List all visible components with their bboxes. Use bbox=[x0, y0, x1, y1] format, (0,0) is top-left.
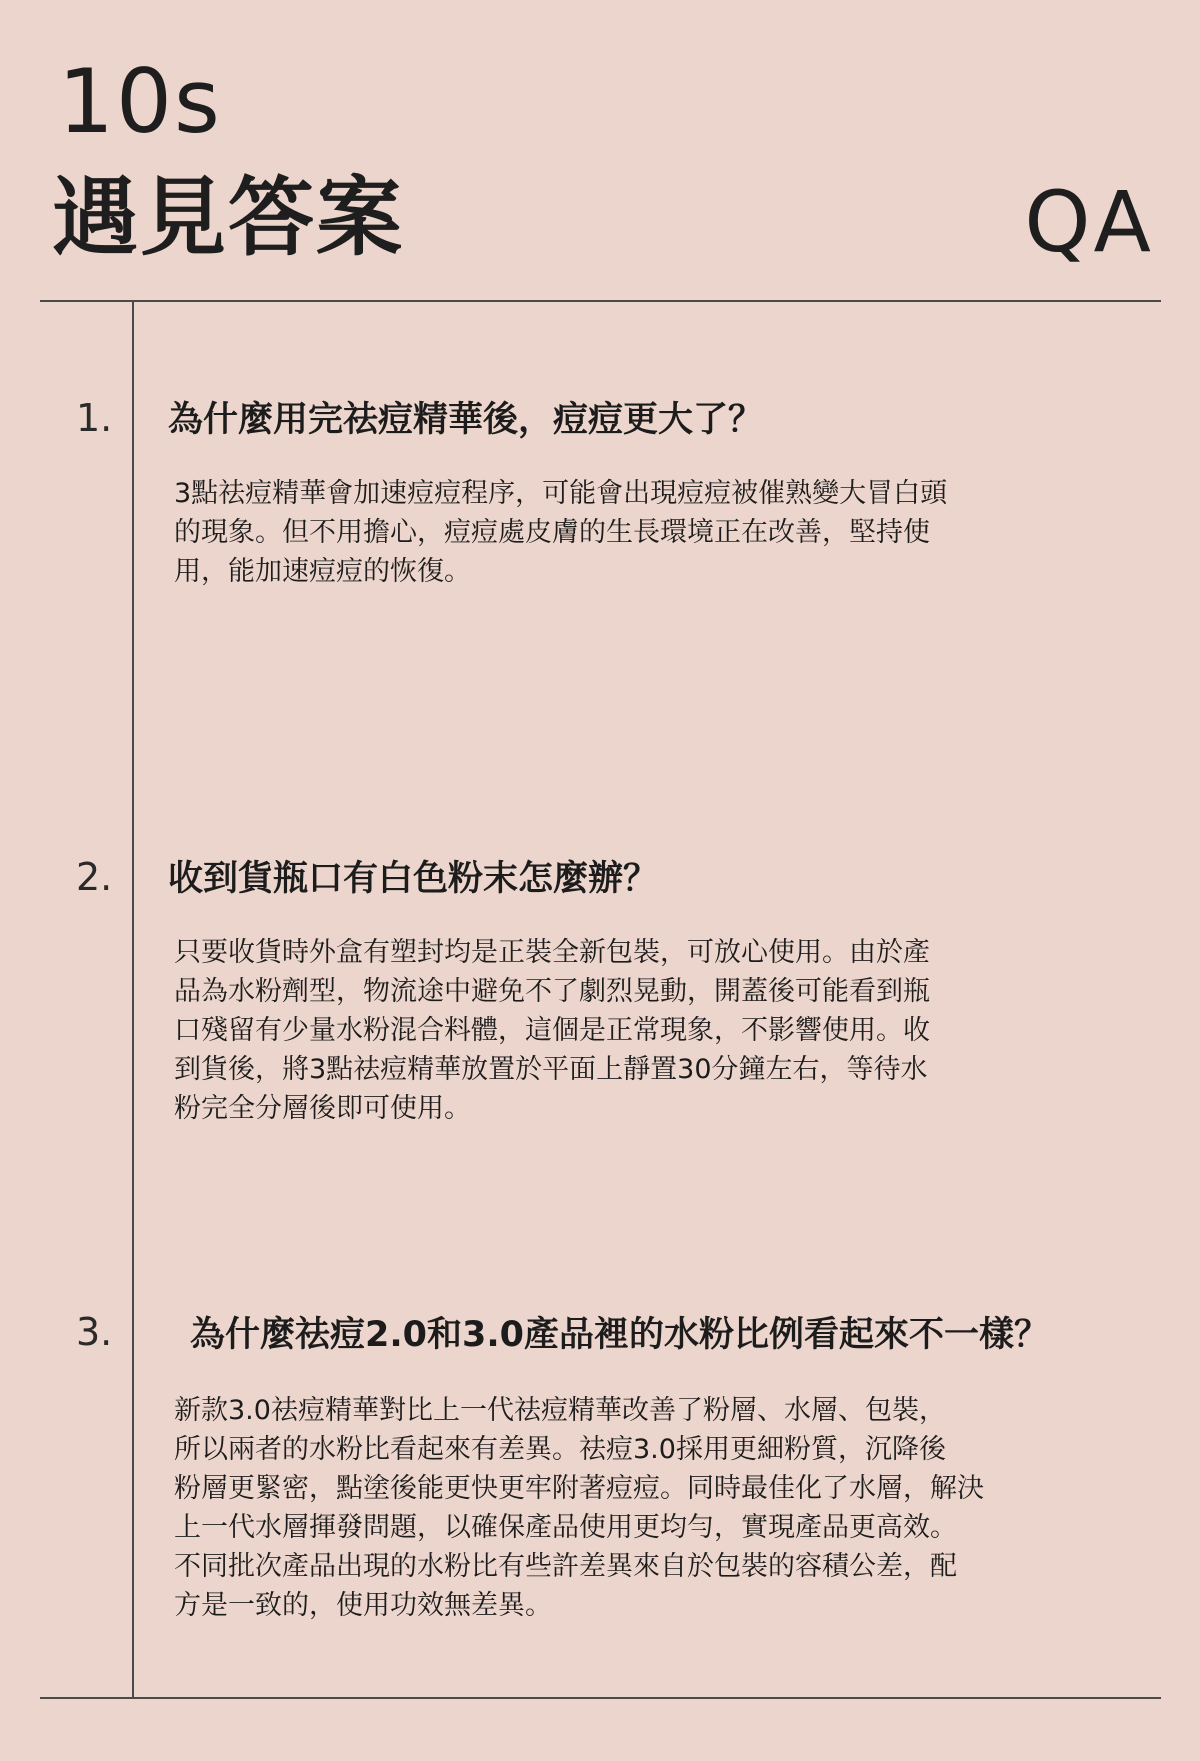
bottom-divider bbox=[40, 1697, 1161, 1699]
qa-number: 2. bbox=[76, 855, 113, 899]
answer-line: 所以兩者的水粉比看起來有差異。祛痘3.0採用更細粉質，沉降後 bbox=[174, 1434, 946, 1465]
top-divider bbox=[40, 300, 1161, 302]
answer-line: 口殘留有少量水粉混合料體，這個是正常現象，不影響使用。收 bbox=[174, 1015, 930, 1046]
answer-line: 到貨後，將3點祛痘精華放置於平面上靜置30分鐘左右，等待水 bbox=[174, 1054, 928, 1085]
answer-line: 方是一致的，使用功效無差異。 bbox=[174, 1590, 552, 1621]
qa-answer bbox=[174, 933, 1074, 1128]
answer-line: 粉完全分層後即可使用。 bbox=[174, 1093, 471, 1124]
answer-line: 用，能加速痘痘的恢復。 bbox=[174, 556, 471, 587]
page-title: 遇見答案 bbox=[52, 168, 404, 268]
qa-question: 為什麼祛痘2.0和3.0產品裡的水粉比例看起來不一樣？ bbox=[190, 1315, 1050, 1355]
answer-line: 上一代水層揮發問題，以確保產品使用更均勻，實現產品更高效。 bbox=[174, 1512, 957, 1543]
answer-line: 粉層更緊密，點塗後能更快更牢附著痘痘。同時最佳化了水層，解決 bbox=[174, 1473, 984, 1504]
answer-line: 品為水粉劑型，物流途中避免不了劇烈晃動，開蓋後可能看到瓶 bbox=[174, 976, 930, 1007]
qa-question: 收到貨瓶口有白色粉末怎麼辦？ bbox=[168, 859, 659, 899]
qa-number: 1. bbox=[76, 396, 113, 440]
answer-line: 的現象。但不用擔心，痘痘處皮膚的生長環境正在改善，堅持使 bbox=[174, 517, 930, 548]
answer-line: 3點祛痘精華會加速痘痘程序，可能會出現痘痘被催熟變大冒白頭 bbox=[174, 478, 948, 509]
qa-badge: QA bbox=[1024, 173, 1154, 271]
answer-line: 不同批次產品出現的水粉比有些許差異來自於包裝的容積公差，配 bbox=[174, 1551, 957, 1582]
duration-label: 10s bbox=[58, 50, 222, 153]
qa-answer bbox=[174, 474, 1074, 591]
answer-line: 新款3.0祛痘精華對比上一代祛痘精華改善了粉層、水層、包裝， bbox=[174, 1395, 946, 1426]
qa-answer bbox=[174, 1391, 1074, 1625]
qa-number: 3. bbox=[76, 1310, 113, 1354]
vertical-divider bbox=[132, 300, 134, 1698]
qa-question: 為什麼用完祛痘精華後，痘痘更大了？ bbox=[168, 400, 764, 440]
answer-line: 只要收貨時外盒有塑封均是正裝全新包裝，可放心使用。由於產 bbox=[174, 937, 930, 968]
